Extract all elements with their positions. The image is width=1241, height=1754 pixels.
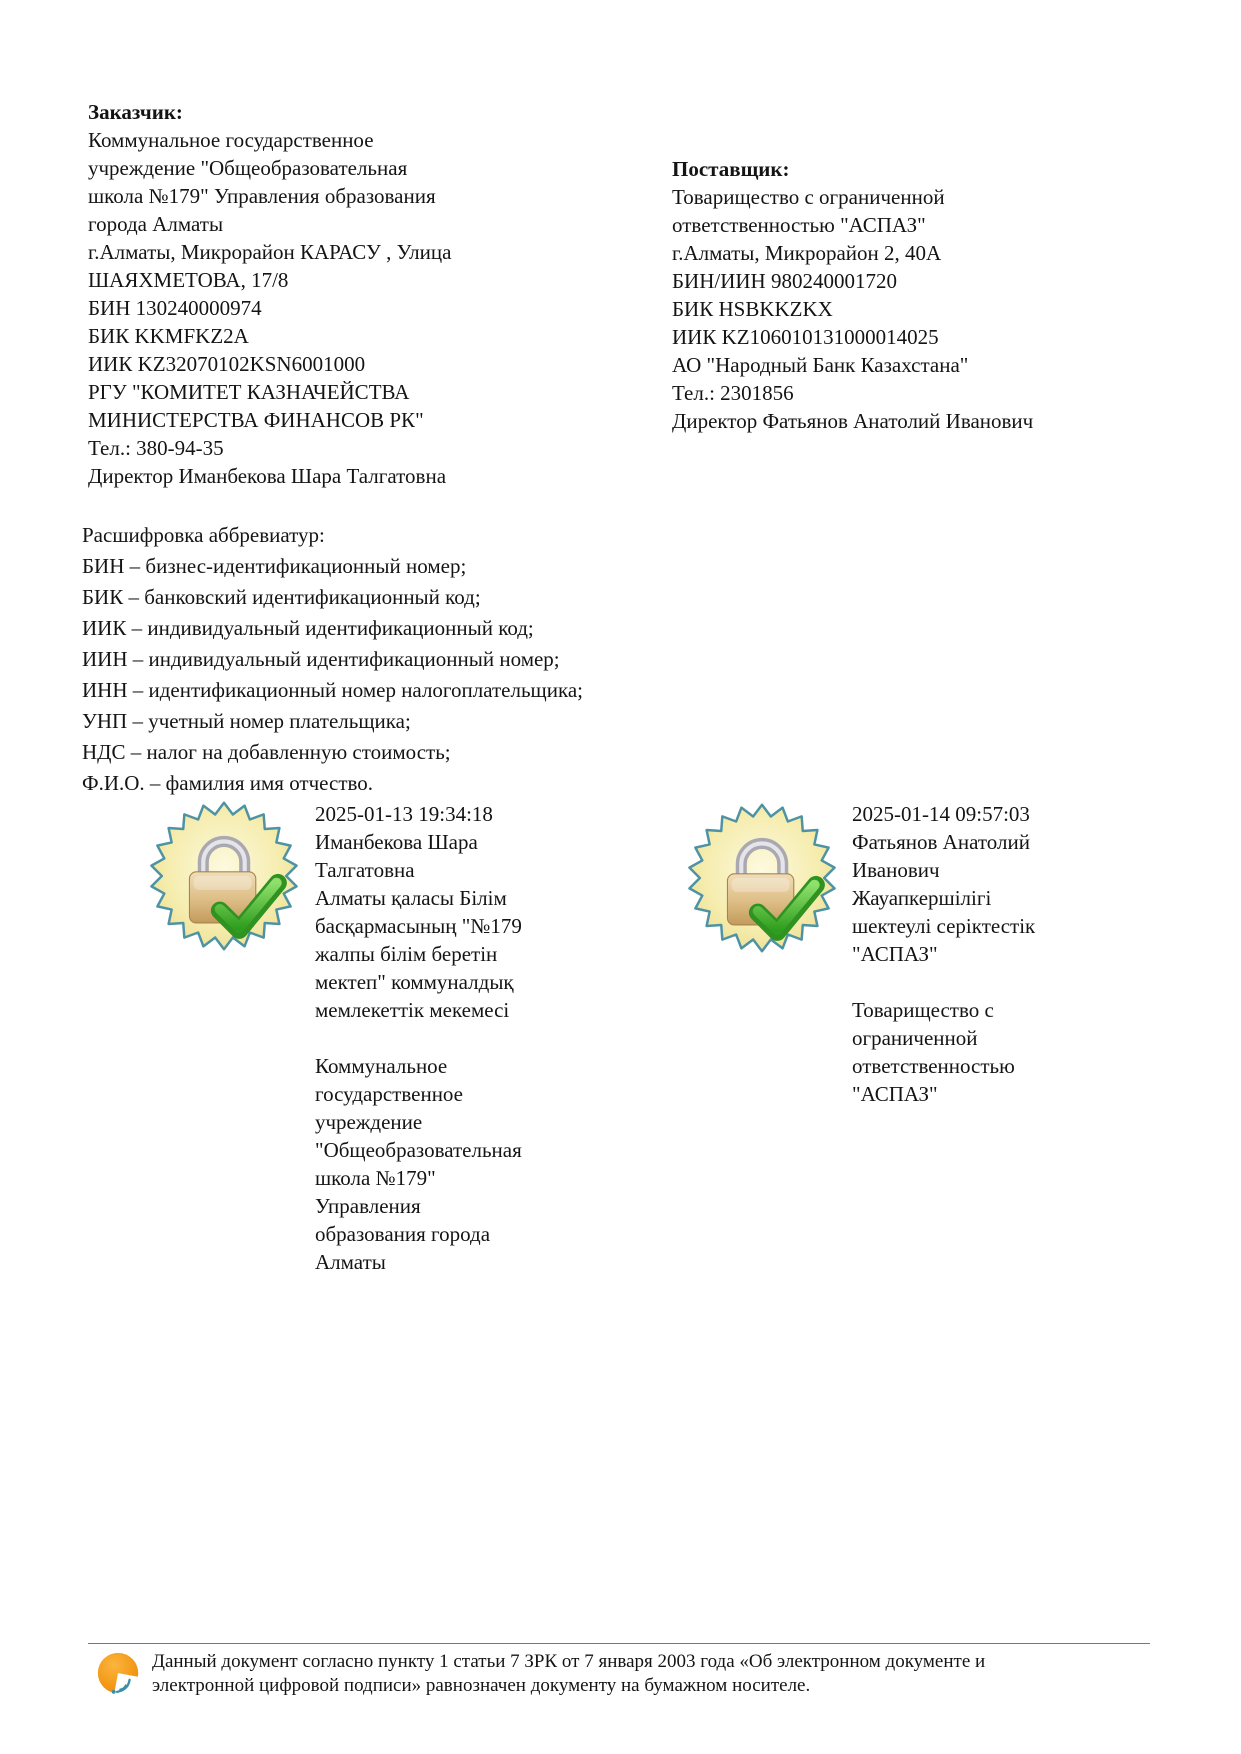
- footer-divider: [88, 1643, 1150, 1644]
- signature-left-text: 2025-01-13 19:34:18 Иманбекова Шара Талгатовна Алматы қаласы Білім басқармасының "№179 жалпы білім беретін мектеп" коммуналдық мемлекеттік мекемесі Коммунальное государственное учреждение "Общеобразовательная школа №179" Управления образования города Алматы: [315, 802, 522, 1274]
- seal-stamp-icon: [686, 802, 838, 954]
- customer-section: [88, 98, 593, 490]
- supplier-heading: Поставщик:: [672, 157, 790, 181]
- supplier-details: Товарищество с ограниченной ответственностью "АСПАЗ" г.Алматы, Микрорайон 2, 40А БИН/ИИН 980240001720 БИК HSBKKZKX ИИК KZ106010131000014025 АО "Народный Банк Казахстана" Тел.: 2301856 Директор Фатьянов Анатолий Иванович: [672, 185, 1034, 433]
- customer-details: Коммунальное государственное учреждение "Общеобразовательная школа №179" Управления образования города Алматы г.Алматы, Микрорайон КАРАСУ , Улица ШАЯХМЕТОВА, 17/8 БИН 130240000974 БИК KKMFKZ2A ИИК KZ32070102KSN6001000 РГУ "КОМИТЕТ КАЗНАЧЕЙСТВА МИНИСТЕРСТВА ФИНАНСОВ РК" Тел.: 380-94-35 Директор Иманбекова Шара Талгатовна: [88, 128, 452, 488]
- signature-right-text: 2025-01-14 09:57:03 Фатьянов Анатолий Иванович Жауапкершілігі шектеулі серіктестік "АСПАЗ" Товарищество с ограниченной ответственностью "АСПАЗ": [852, 802, 1036, 1106]
- customer-heading: Заказчик:: [88, 100, 183, 124]
- esignature-logo-icon: [94, 1650, 144, 1700]
- abbreviations-section: [82, 520, 782, 799]
- seal-stamp-icon: [148, 800, 300, 952]
- abbreviations-list: БИН – бизнес-идентификационный номер; БИК – банковский идентификационный код; ИИК – индивидуальный идентификационный код; ИИН – индивидуальный идентификационный номер; ИНН – идентификационный номер налогоплательщика; УНП – учетный номер плательщика; НДС – налог на добавленную стоимость; Ф.И.О. – фамилия имя отчество.: [82, 554, 584, 795]
- footer-disclaimer: Данный документ согласно пункту 1 статьи 7 ЗРК от 7 января 2003 года «Об электронном документе и электронной цифровой подписи» равнозначен документу на бумажном носителе.: [152, 1651, 986, 1696]
- supplier-section: [672, 155, 1152, 435]
- abbreviations-title: Расшифровка аббревиатур:: [82, 523, 325, 547]
